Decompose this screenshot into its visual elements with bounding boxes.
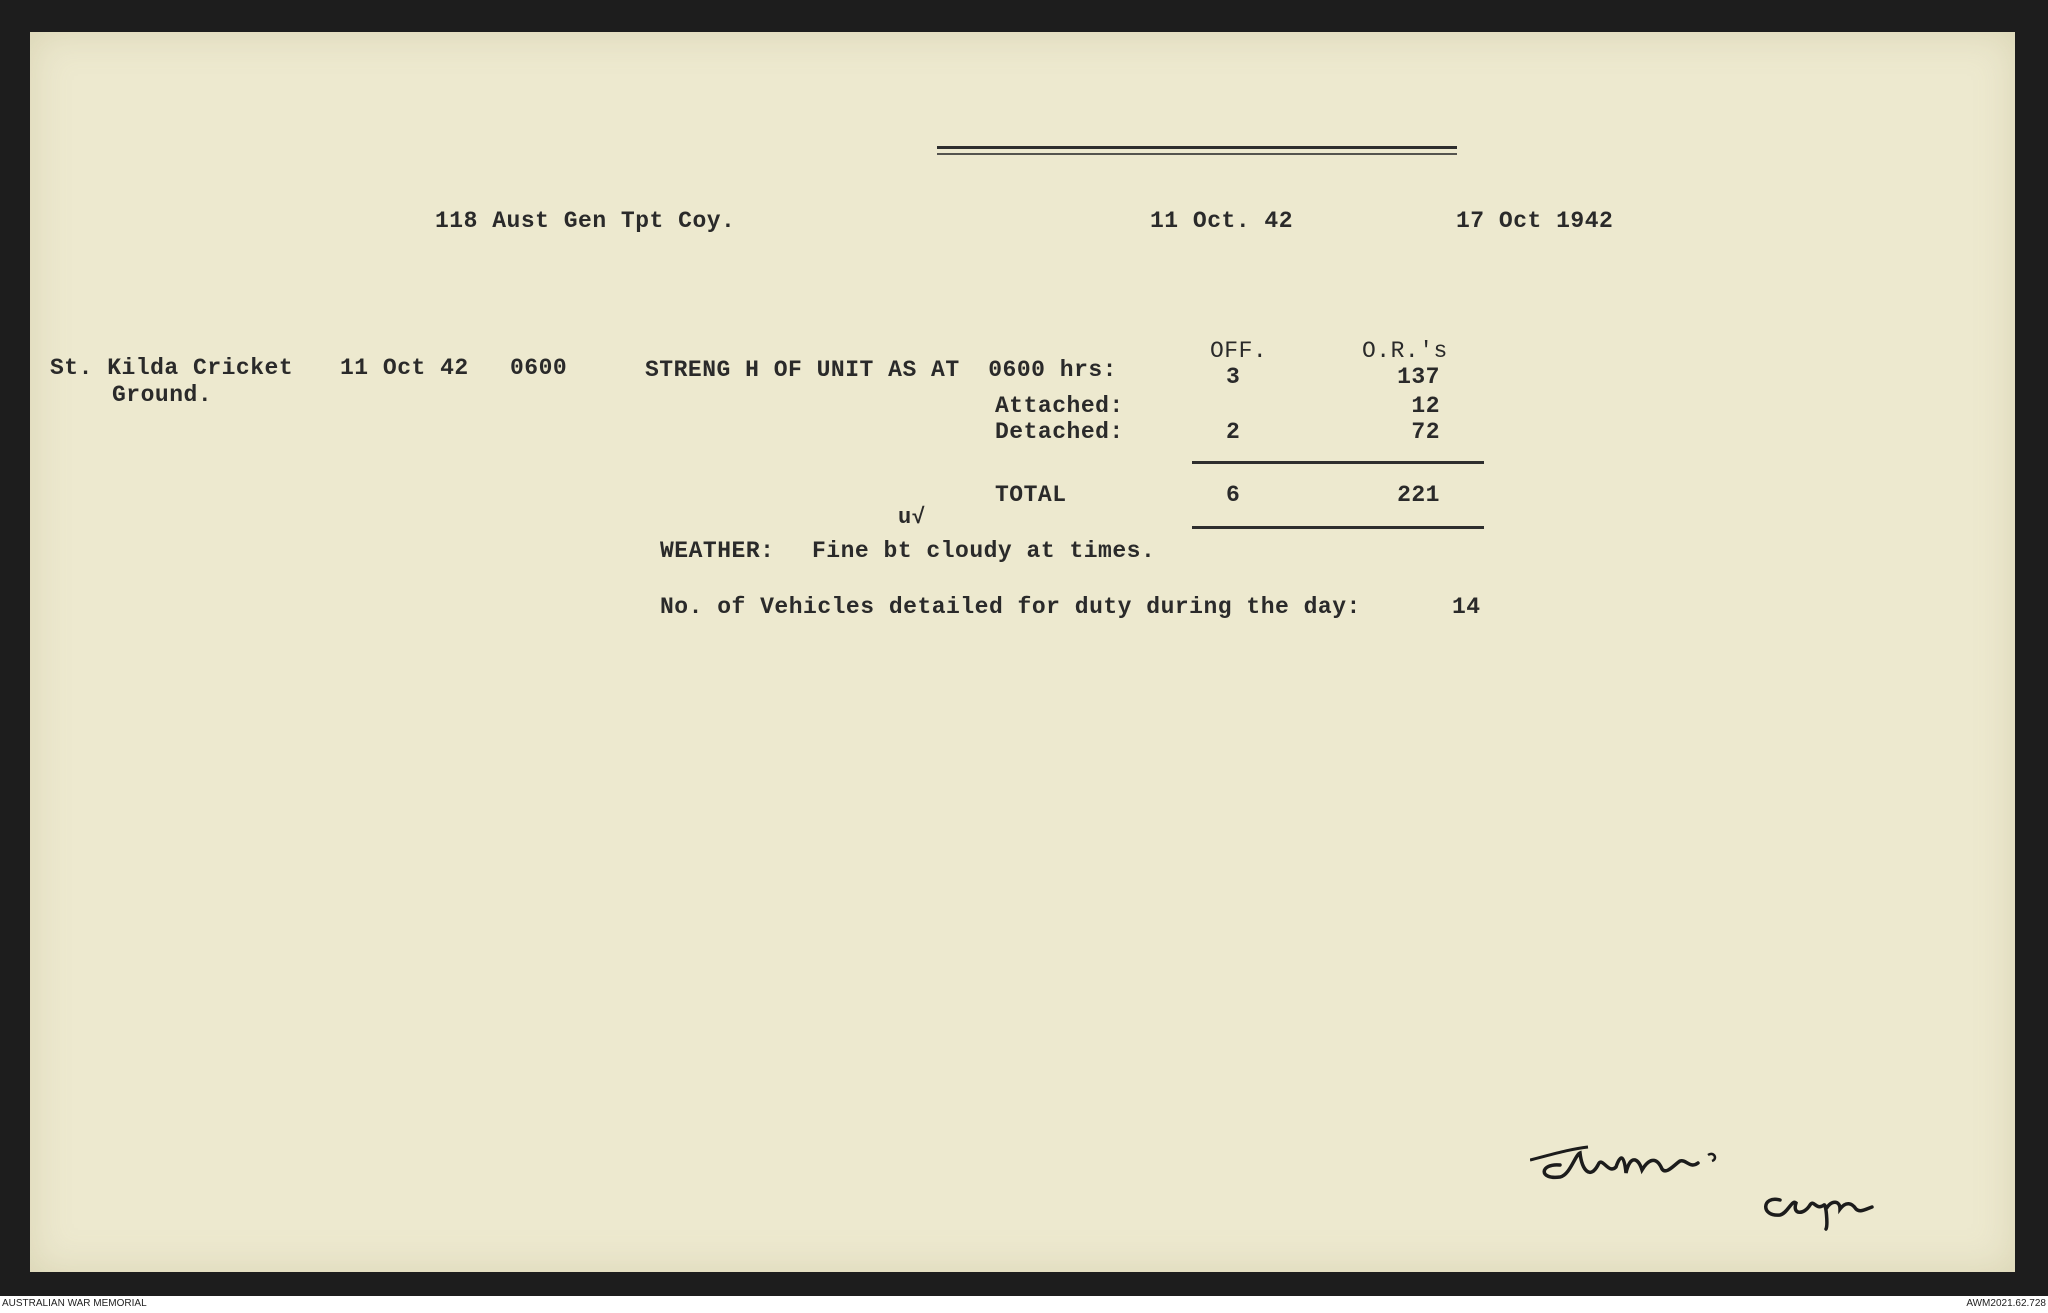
- total-rule-bottom: [1192, 526, 1484, 529]
- top-rule: [937, 146, 1457, 149]
- col-ors-header: O.R.'s: [1362, 338, 1448, 364]
- archive-footer: [0, 1296, 2048, 1313]
- total-label: TOTAL: [995, 482, 1067, 508]
- row-detached-label: Detached:: [995, 419, 1124, 445]
- unit-name: 118 Aust Gen Tpt Coy.: [435, 208, 736, 234]
- archive-reference: AWM2021.62.728: [1966, 1298, 2046, 1309]
- place-line-2: Ground.: [112, 382, 213, 408]
- row-detached-ors: 72: [1411, 419, 1440, 445]
- weather-label: WEATHER:: [660, 538, 775, 564]
- archive-name: AUSTRALIAN WAR MEMORIAL: [2, 1298, 147, 1309]
- place-line-1: St. Kilda Cricket: [50, 355, 294, 381]
- top-rule-2: [937, 153, 1457, 155]
- total-rule-top: [1192, 461, 1484, 464]
- row-strength-ors: 137: [1397, 364, 1440, 390]
- row-attached-ors: 12: [1411, 393, 1440, 419]
- entry-row-date: 11 Oct 42: [340, 355, 469, 381]
- col-off-header: OFF.: [1210, 338, 1268, 364]
- weather-text: Fine bt cloudy at times.: [812, 538, 1156, 564]
- handwritten-signature: [1530, 1125, 1950, 1235]
- entry-row-time: 0600: [510, 355, 568, 381]
- insertion-mark: u√: [898, 505, 926, 530]
- row-detached-off: 2: [1226, 419, 1241, 445]
- total-ors: 221: [1397, 482, 1440, 508]
- typed-date: 17 Oct 1942: [1456, 208, 1614, 234]
- row-attached-label: Attached:: [995, 393, 1124, 419]
- strength-label: STRENG H OF UNIT AS AT 0600 hrs:: [645, 357, 1117, 383]
- total-off: 6: [1226, 482, 1241, 508]
- vehicles-value: 14: [1452, 594, 1481, 620]
- entry-date: 11 Oct. 42: [1150, 208, 1294, 234]
- document-page: [30, 32, 2015, 1272]
- vehicles-label: No. of Vehicles detailed for duty during the day:: [660, 594, 1361, 620]
- row-strength-off: 3: [1226, 364, 1241, 390]
